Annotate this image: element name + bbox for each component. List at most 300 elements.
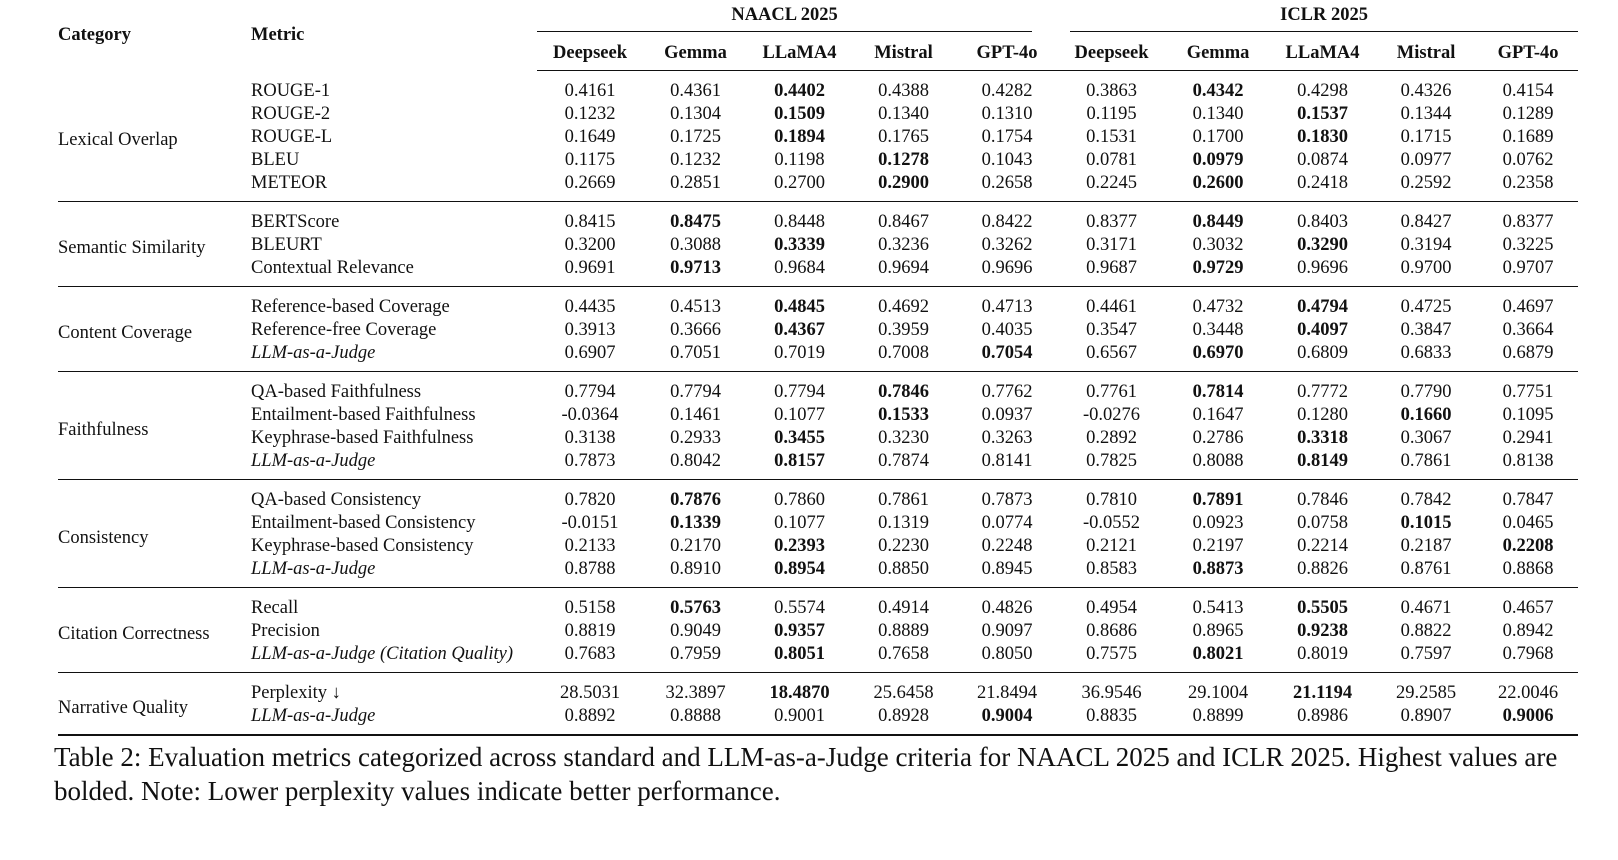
model-column-header: GPT-4o — [1478, 36, 1578, 71]
value-cell: 0.1043 — [981, 150, 1033, 170]
table-row — [58, 287, 1578, 320]
value-cell: 0.1280 — [1297, 405, 1348, 425]
value-cell: 0.0781 — [1086, 150, 1137, 170]
value-cell: 0.4388 — [878, 81, 929, 101]
value-cell: 32.3897 — [665, 683, 726, 703]
value-cell: 0.7054 — [981, 343, 1033, 363]
category-label: Consistency — [58, 527, 149, 548]
metric-column-header: Metric — [251, 24, 305, 45]
value-cell: 0.4826 — [981, 598, 1033, 618]
value-cell: 0.6907 — [564, 343, 616, 363]
metric-label: LLM-as-a-Judge — [251, 343, 376, 363]
model-column-header: LLaMA4 — [748, 36, 851, 71]
model-column-header: Gemma — [643, 36, 748, 71]
value-cell: 0.1339 — [670, 513, 721, 533]
value-cell: 0.1461 — [670, 405, 721, 425]
category-label: Semantic Similarity — [58, 238, 206, 258]
value-cell: 0.2245 — [1086, 173, 1137, 193]
value-cell: 0.8928 — [878, 706, 929, 726]
value-cell: 0.1198 — [774, 150, 825, 170]
value-cell: 0.2248 — [981, 536, 1033, 556]
category-label: Content Coverage — [58, 323, 193, 343]
value-cell: 0.4461 — [1086, 297, 1137, 317]
value-cell: 0.1340 — [1192, 104, 1244, 124]
table-row — [58, 427, 1578, 450]
value-cell: 0.3230 — [878, 428, 929, 448]
value-cell: 0.4326 — [1400, 81, 1452, 101]
value-cell: 0.9696 — [981, 258, 1033, 278]
value-cell: 0.6879 — [1502, 343, 1554, 363]
value-cell: 0.7772 — [1297, 382, 1348, 402]
value-cell: 0.7876 — [670, 490, 721, 510]
model-column-header: Deepseek — [537, 36, 643, 71]
value-cell: 0.1077 — [774, 405, 825, 425]
value-cell: 0.3863 — [1086, 81, 1137, 101]
metric-label: ROUGE-2 — [251, 104, 331, 124]
venue-header-naacl — [537, 0, 1058, 36]
table-row — [58, 342, 1578, 372]
value-cell: 0.1894 — [774, 127, 825, 147]
category-label: Lexical Overlap — [58, 129, 178, 150]
value-cell: 0.3263 — [981, 428, 1033, 448]
value-cell: 0.8945 — [981, 559, 1033, 579]
value-cell: 0.3664 — [1502, 320, 1554, 340]
value-cell: 0.2700 — [774, 173, 825, 193]
value-cell: 0.9097 — [981, 621, 1033, 641]
value-cell: 0.4713 — [981, 297, 1033, 317]
table-row — [58, 257, 1578, 287]
value-cell: 0.7846 — [878, 382, 929, 402]
value-cell: 0.3547 — [1086, 320, 1137, 340]
table-row — [58, 234, 1578, 257]
value-cell: 0.2208 — [1502, 536, 1554, 556]
value-cell: 0.3200 — [564, 235, 616, 255]
value-cell: 0.7861 — [878, 490, 929, 510]
value-cell: 0.6809 — [1297, 343, 1348, 363]
value-cell: 0.8835 — [1086, 706, 1137, 726]
table-row — [58, 450, 1578, 480]
value-cell: 0.2187 — [1400, 536, 1452, 556]
table-row — [58, 558, 1578, 588]
metric-group — [58, 588, 1578, 673]
value-cell: 0.3913 — [564, 320, 616, 340]
value-cell: 0.9729 — [1192, 258, 1244, 278]
value-cell: 0.7874 — [878, 451, 929, 471]
value-cell: 0.4282 — [981, 81, 1033, 101]
value-cell: 0.1304 — [670, 104, 721, 124]
value-cell: 21.8494 — [976, 683, 1038, 703]
value-cell: 0.0937 — [981, 405, 1033, 425]
value-cell: 0.4725 — [1400, 297, 1452, 317]
metric-label: ROUGE-1 — [251, 80, 331, 101]
table-row — [58, 372, 1578, 405]
value-cell: 0.8149 — [1297, 451, 1348, 471]
table-row — [58, 126, 1578, 149]
value-cell: 0.1232 — [564, 104, 616, 124]
value-cell: 0.3225 — [1502, 235, 1554, 255]
value-cell: 0.9001 — [774, 706, 825, 726]
value-cell: 0.2133 — [564, 536, 616, 556]
value-cell: 18.4870 — [769, 683, 830, 703]
value-cell: 0.2941 — [1502, 428, 1554, 448]
value-cell: 0.8892 — [564, 706, 616, 726]
value-cell: 21.1194 — [1292, 683, 1353, 703]
value-cell: 0.9700 — [1400, 258, 1452, 278]
value-cell: 0.9238 — [1297, 621, 1348, 641]
value-cell: 0.9694 — [878, 258, 929, 278]
table-row — [58, 588, 1578, 621]
value-cell: 0.8448 — [774, 212, 825, 232]
value-cell: 0.4161 — [564, 81, 616, 101]
value-cell: 0.7658 — [878, 644, 929, 664]
value-cell: 0.1509 — [774, 104, 825, 124]
table-row — [58, 480, 1578, 513]
table-row — [58, 620, 1578, 643]
value-cell: 0.3339 — [774, 235, 825, 255]
value-cell: 0.2851 — [670, 173, 721, 193]
value-cell: 0.8889 — [878, 621, 929, 641]
value-cell: 28.5031 — [559, 683, 621, 703]
value-cell: 0.7794 — [774, 382, 825, 402]
metric-group — [58, 71, 1578, 202]
value-cell: 0.1700 — [1192, 127, 1244, 147]
value-cell: 0.1649 — [564, 127, 616, 147]
value-cell: 0.4657 — [1502, 598, 1554, 618]
value-cell: 0.7008 — [878, 343, 929, 363]
value-cell: 0.7968 — [1502, 644, 1554, 664]
value-cell: 0.4097 — [1297, 320, 1348, 340]
value-cell: 0.1531 — [1086, 127, 1137, 147]
metric-label: QA-based Faithfulness — [251, 382, 422, 402]
value-cell: 0.4342 — [1192, 81, 1244, 101]
value-cell: 0.1015 — [1400, 513, 1452, 533]
value-cell: 0.3455 — [774, 428, 825, 448]
value-cell: 0.6833 — [1400, 343, 1452, 363]
value-cell: 0.4154 — [1502, 81, 1554, 101]
value-cell: 0.8850 — [878, 559, 929, 579]
metric-label: METEOR — [251, 173, 328, 193]
table-row — [58, 673, 1578, 706]
value-cell: 0.4513 — [670, 297, 721, 317]
model-column-header: Mistral — [1374, 36, 1478, 71]
metric-label: Perplexity ↓ — [251, 683, 341, 703]
metric-label: BERTScore — [251, 212, 340, 232]
value-cell: 0.8888 — [670, 706, 721, 726]
value-cell: 0.7847 — [1502, 490, 1554, 510]
value-cell: 0.7873 — [981, 490, 1033, 510]
value-cell: 0.7794 — [564, 382, 616, 402]
metric-group — [58, 202, 1578, 287]
table-row — [58, 643, 1578, 673]
table-row — [58, 71, 1578, 104]
value-cell: 0.8449 — [1192, 212, 1244, 232]
value-cell: 0.8019 — [1297, 644, 1348, 664]
value-cell: 0.9006 — [1502, 706, 1554, 726]
results-table-container — [58, 0, 1578, 736]
value-cell: 0.3262 — [981, 235, 1033, 255]
table-row — [58, 103, 1578, 126]
value-cell: 0.6970 — [1192, 343, 1244, 363]
value-cell: 0.8583 — [1086, 559, 1137, 579]
value-cell: 0.7794 — [670, 382, 721, 402]
value-cell: 0.8761 — [1400, 559, 1452, 579]
metric-label: LLM-as-a-Judge — [251, 451, 376, 471]
value-cell: 0.6567 — [1086, 343, 1137, 363]
table-row — [58, 202, 1578, 235]
value-cell: 0.0977 — [1400, 150, 1452, 170]
value-cell: 0.2786 — [1192, 428, 1244, 448]
value-cell: -0.0364 — [561, 405, 619, 425]
table-row — [58, 705, 1578, 735]
metric-label: Recall — [251, 598, 299, 618]
value-cell: 0.8819 — [564, 621, 616, 641]
model-column-header: Mistral — [851, 36, 956, 71]
value-cell: 0.9713 — [670, 258, 721, 278]
value-cell: -0.0552 — [1083, 513, 1141, 533]
value-cell: 0.8403 — [1297, 212, 1348, 232]
value-cell: 0.8377 — [1502, 212, 1554, 232]
value-cell: 0.3171 — [1086, 235, 1137, 255]
model-column-header: LLaMA4 — [1271, 36, 1374, 71]
value-cell: 0.3032 — [1192, 235, 1244, 255]
venue-label: NAACL 2025 — [537, 5, 1032, 32]
value-cell: 0.2592 — [1400, 173, 1452, 193]
value-cell: 0.8427 — [1400, 212, 1452, 232]
value-cell: 0.2393 — [774, 536, 825, 556]
value-cell: 0.1310 — [981, 104, 1033, 124]
value-cell: 0.2121 — [1086, 536, 1137, 556]
value-cell: 0.8138 — [1502, 451, 1554, 471]
value-cell: 0.4035 — [981, 320, 1033, 340]
value-cell: 0.7825 — [1086, 451, 1137, 471]
value-cell: 0.4692 — [878, 297, 929, 317]
value-cell: 0.8475 — [670, 212, 721, 232]
metric-label: Entailment-based Consistency — [251, 513, 476, 533]
value-cell: 0.8686 — [1086, 621, 1137, 641]
value-cell: 0.8822 — [1400, 621, 1452, 641]
model-column-header: Gemma — [1165, 36, 1271, 71]
value-cell: 0.5574 — [774, 598, 825, 618]
value-cell: 0.3448 — [1192, 320, 1244, 340]
value-cell: 0.4402 — [774, 81, 825, 101]
value-cell: 0.1537 — [1297, 104, 1348, 124]
value-cell: 0.9004 — [981, 706, 1033, 726]
value-cell: 0.1077 — [774, 513, 825, 533]
metric-label: LLM-as-a-Judge — [251, 559, 376, 579]
value-cell: 0.3236 — [878, 235, 929, 255]
category-label: Citation Correctness — [58, 624, 210, 644]
value-cell: 0.0774 — [981, 513, 1033, 533]
value-cell: 0.8377 — [1086, 212, 1137, 232]
value-cell: 0.1754 — [981, 127, 1033, 147]
table-row — [58, 319, 1578, 342]
value-cell: 0.8050 — [981, 644, 1033, 664]
metric-group — [58, 287, 1578, 372]
value-cell: 0.1830 — [1297, 127, 1348, 147]
value-cell: 0.9707 — [1502, 258, 1554, 278]
value-cell: 0.8826 — [1297, 559, 1348, 579]
value-cell: 0.4845 — [774, 297, 825, 317]
metric-group — [58, 480, 1578, 588]
value-cell: 0.1095 — [1502, 405, 1554, 425]
value-cell: 0.9684 — [774, 258, 825, 278]
value-cell: 0.3318 — [1297, 428, 1348, 448]
value-cell: 0.1278 — [878, 150, 929, 170]
value-cell: 0.4671 — [1400, 598, 1452, 618]
table-caption: Table 2: Evaluation metrics categorized across standard and LLM-as-a-Judge criteria for NAACL 2025 and ICLR 2025. Highest values are bolded. Note: Lower perplexity values indicate better performance. — [54, 742, 1558, 806]
table-row — [58, 172, 1578, 202]
value-cell: 0.4361 — [670, 81, 721, 101]
value-cell: 0.9691 — [564, 258, 616, 278]
value-cell: 0.3847 — [1400, 320, 1452, 340]
table-row — [58, 535, 1578, 558]
value-cell: 0.0979 — [1192, 150, 1244, 170]
value-cell: 0.8910 — [670, 559, 721, 579]
value-cell: 0.7751 — [1502, 382, 1554, 402]
venue-header-iclr — [1058, 0, 1578, 36]
metric-label: BLEU — [251, 150, 300, 170]
value-cell: 0.7846 — [1297, 490, 1348, 510]
value-cell: 0.1232 — [670, 150, 721, 170]
value-cell: 0.8415 — [564, 212, 616, 232]
value-cell: 0.2197 — [1192, 536, 1244, 556]
value-cell: 0.0465 — [1502, 513, 1554, 533]
value-cell: 0.3067 — [1400, 428, 1452, 448]
table-row — [58, 149, 1578, 172]
value-cell: 0.3138 — [564, 428, 616, 448]
metric-label: Contextual Relevance — [251, 258, 414, 278]
metric-label: LLM-as-a-Judge — [251, 706, 376, 726]
value-cell: 0.7860 — [774, 490, 825, 510]
value-cell: 0.7820 — [564, 490, 616, 510]
value-cell: -0.0276 — [1083, 405, 1141, 425]
value-cell: 0.0762 — [1502, 150, 1554, 170]
value-cell: 0.8873 — [1192, 559, 1244, 579]
value-cell: 0.7842 — [1400, 490, 1452, 510]
value-cell: 0.7790 — [1400, 382, 1452, 402]
value-cell: 0.8899 — [1192, 706, 1244, 726]
value-cell: 0.3088 — [670, 235, 721, 255]
metric-label: ROUGE-L — [251, 127, 333, 147]
category-label: Faithfulness — [58, 419, 149, 440]
value-cell: 0.1195 — [1086, 104, 1137, 124]
value-cell: 29.2585 — [1395, 683, 1457, 703]
value-cell: 0.5158 — [564, 598, 616, 618]
value-cell: 0.8422 — [981, 212, 1033, 232]
value-cell: 0.3959 — [878, 320, 929, 340]
value-cell: 0.4794 — [1297, 297, 1348, 317]
value-cell: 0.9696 — [1297, 258, 1348, 278]
value-cell: 0.5763 — [670, 598, 721, 618]
value-cell: 0.8965 — [1192, 621, 1244, 641]
metric-label: Precision — [251, 621, 320, 641]
value-cell: 0.3666 — [670, 320, 721, 340]
value-cell: 0.2892 — [1086, 428, 1137, 448]
value-cell: 0.8467 — [878, 212, 929, 232]
metric-label: QA-based Consistency — [251, 490, 422, 510]
value-cell: 0.7019 — [774, 343, 825, 363]
metric-label: Reference-free Coverage — [251, 320, 437, 340]
category-column-header: Category — [58, 24, 131, 45]
value-cell: 0.7597 — [1400, 644, 1452, 664]
value-cell: 0.8942 — [1502, 621, 1554, 641]
value-cell: 0.8954 — [774, 559, 825, 579]
value-cell: 29.1004 — [1187, 683, 1249, 703]
value-cell: 0.2230 — [878, 536, 929, 556]
value-cell: 0.8907 — [1400, 706, 1452, 726]
value-cell: 0.5505 — [1297, 598, 1348, 618]
metric-group — [58, 673, 1578, 736]
category-label: Narrative Quality — [58, 697, 188, 718]
venue-label: ICLR 2025 — [1070, 5, 1578, 32]
value-cell: 0.7051 — [670, 343, 721, 363]
value-cell: 0.7814 — [1192, 382, 1244, 402]
value-cell: 0.4367 — [774, 320, 825, 340]
value-cell: 25.6458 — [873, 683, 934, 703]
value-cell: 0.1319 — [878, 513, 929, 533]
table-row — [58, 404, 1578, 427]
value-cell: 0.2170 — [670, 536, 721, 556]
value-cell: 0.9687 — [1086, 258, 1137, 278]
value-cell: 0.4298 — [1297, 81, 1348, 101]
value-cell: 0.7873 — [564, 451, 616, 471]
value-cell: 0.1715 — [1400, 127, 1452, 147]
value-cell: 0.7810 — [1086, 490, 1137, 510]
value-cell: 0.8141 — [981, 451, 1033, 471]
value-cell: 0.2214 — [1297, 536, 1348, 556]
metric-label: Keyphrase-based Faithfulness — [251, 428, 474, 448]
value-cell: 0.0874 — [1297, 150, 1348, 170]
value-cell: 0.2600 — [1192, 173, 1244, 193]
evaluation-metrics-table — [58, 0, 1578, 736]
value-cell: 0.0923 — [1192, 513, 1244, 533]
value-cell: 0.8157 — [774, 451, 825, 471]
value-cell: 0.1344 — [1400, 104, 1452, 124]
value-cell: 0.2900 — [878, 173, 929, 193]
metric-label: Entailment-based Faithfulness — [251, 405, 476, 425]
value-cell: 0.8088 — [1192, 451, 1244, 471]
value-cell: 0.1175 — [564, 150, 616, 170]
value-cell: 0.1689 — [1502, 127, 1554, 147]
model-column-header: GPT-4o — [956, 36, 1058, 71]
value-cell: 0.2669 — [564, 173, 616, 193]
value-cell: 0.8042 — [670, 451, 721, 471]
metric-group — [58, 372, 1578, 480]
value-cell: -0.0151 — [561, 513, 619, 533]
value-cell: 0.7575 — [1086, 644, 1137, 664]
value-cell: 0.8788 — [564, 559, 616, 579]
metric-label: Reference-based Coverage — [251, 297, 450, 317]
value-cell: 0.1289 — [1502, 104, 1554, 124]
value-cell: 0.7861 — [1400, 451, 1452, 471]
value-cell: 0.7959 — [670, 644, 721, 664]
value-cell: 0.8986 — [1297, 706, 1348, 726]
value-cell: 0.1660 — [1400, 405, 1452, 425]
value-cell: 0.2358 — [1502, 173, 1554, 193]
model-column-header: Deepseek — [1058, 36, 1165, 71]
value-cell: 0.4914 — [878, 598, 929, 618]
value-cell: 0.7683 — [564, 644, 616, 664]
value-cell: 0.4732 — [1192, 297, 1244, 317]
value-cell: 0.3290 — [1297, 235, 1348, 255]
value-cell: 0.4954 — [1086, 598, 1137, 618]
table-header — [58, 0, 1578, 71]
value-cell: 0.1725 — [670, 127, 721, 147]
value-cell: 0.3194 — [1400, 235, 1452, 255]
value-cell: 22.0046 — [1498, 683, 1559, 703]
value-cell: 0.2418 — [1297, 173, 1348, 193]
value-cell: 0.9049 — [670, 621, 721, 641]
